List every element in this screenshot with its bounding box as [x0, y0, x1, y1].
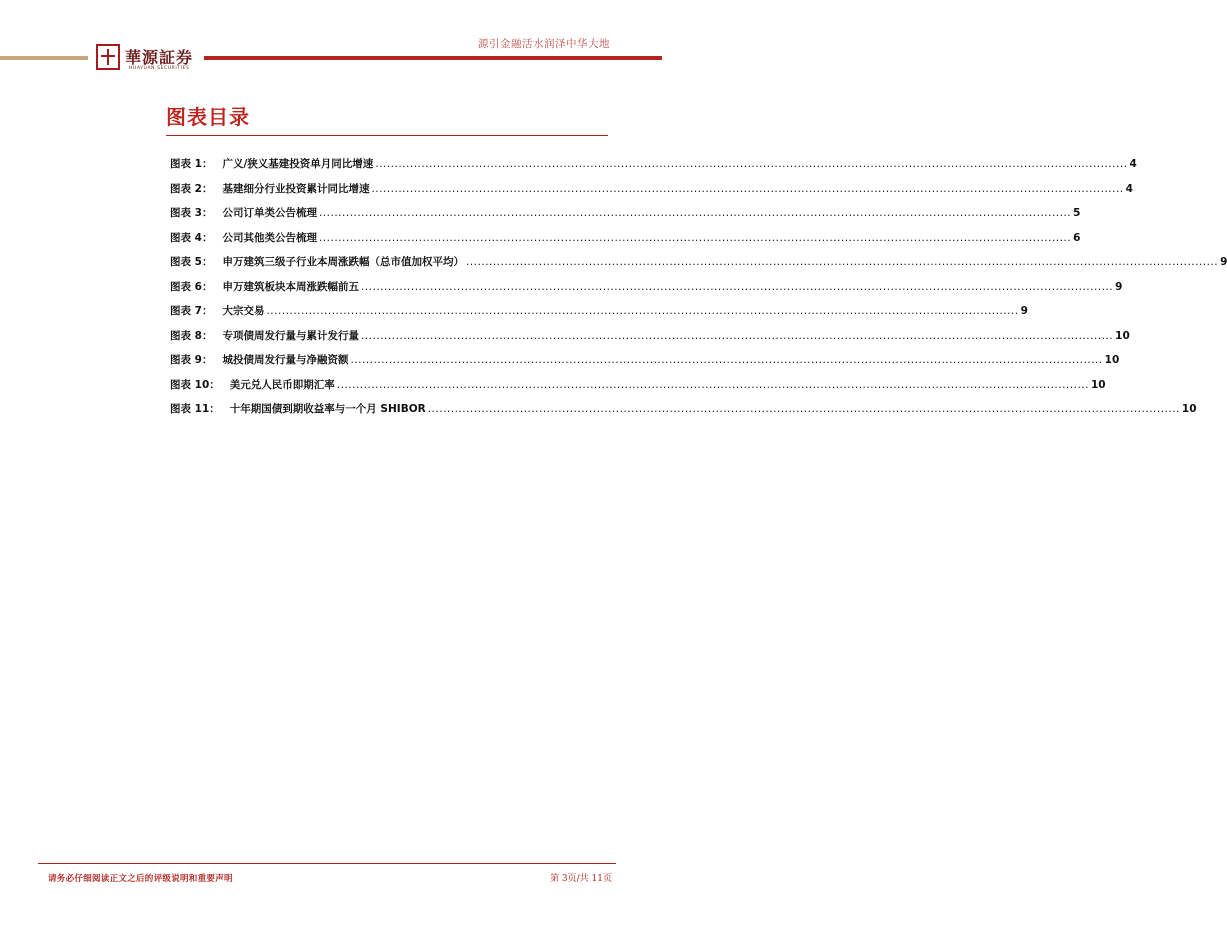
header-gold-band — [0, 56, 88, 60]
toc-dot-leader — [428, 403, 1180, 415]
toc-item-page: 10 — [1181, 403, 1197, 415]
toc-dot-leader — [266, 305, 1018, 317]
toc-item[interactable] — [170, 254, 1227, 279]
toc-item[interactable] — [170, 279, 1123, 304]
toc-dot-leader — [361, 330, 1113, 342]
toc-item-label: 图表 1： — [170, 158, 213, 170]
toc-item-label: 图表 3： — [170, 207, 213, 219]
logo-seal-icon — [96, 44, 120, 70]
header-red-band — [204, 56, 662, 60]
toc-dot-leader — [319, 207, 1071, 219]
toc-item-label: 图表 6： — [170, 280, 213, 293]
toc-item-caption: 城投债周发行量与净融资额 — [222, 354, 349, 366]
toc-item[interactable] — [170, 230, 1081, 255]
toc-item-label: 图表 2： — [170, 182, 213, 195]
header-slogan: 源引金融活水润泽中华大地 — [478, 38, 610, 50]
toc-item[interactable] — [170, 303, 1028, 328]
toc-item-caption: 大宗交易 — [222, 305, 265, 317]
toc-dot-leader — [466, 256, 1218, 268]
toc-dot-leader — [350, 354, 1102, 366]
toc-item[interactable] — [170, 328, 1130, 353]
toc-dot-leader — [371, 183, 1123, 195]
toc-item-page: 9 — [1220, 256, 1227, 268]
toc-item-label: 图表 7： — [170, 305, 213, 317]
toc-item-page: 6 — [1073, 231, 1081, 244]
toc-dot-leader — [361, 281, 1113, 293]
footer-page-number: 第 3页/共 11页 — [550, 874, 612, 884]
toc-dot-leader — [337, 379, 1089, 391]
footer-rule — [38, 863, 616, 864]
toc-item[interactable] — [170, 205, 1081, 230]
toc-item-label: 图表 8： — [170, 329, 213, 342]
toc-item-page: 10 — [1115, 329, 1130, 342]
toc-item[interactable] — [170, 352, 1120, 377]
toc-item-page: 10 — [1090, 378, 1106, 391]
toc-item-page: 9 — [1020, 305, 1028, 317]
footer-disclaimer: 请务必仔细阅读正文之后的评级说明和重要声明 — [48, 874, 233, 884]
toc-item-caption: 公司其他类公告梳理 — [222, 231, 317, 244]
toc-item-caption: 美元兑人民币即期汇率 — [229, 378, 335, 391]
toc-item-caption: 申万建筑三级子行业本周涨跌幅（总市值加权平均） — [222, 256, 464, 268]
toc-item-label: 图表 11： — [170, 403, 220, 415]
toc-item-label: 图表 9： — [170, 354, 213, 366]
toc-dot-leader — [319, 232, 1071, 244]
toc-item-page: 9 — [1115, 280, 1123, 293]
logo-name: 華源証券 — [125, 48, 194, 67]
toc-item-caption: 基建细分行业投资累计同比增速 — [222, 182, 370, 195]
toc-item-page: 4 — [1129, 158, 1137, 170]
toc-title-rule — [166, 135, 608, 136]
toc-item-caption: 广义/狭义基建投资单月同比增速 — [222, 158, 374, 170]
toc-list — [170, 156, 1227, 426]
toc-dot-leader — [375, 158, 1127, 170]
toc-item[interactable] — [170, 181, 1133, 206]
toc-item[interactable] — [170, 377, 1106, 402]
toc-item[interactable] — [170, 401, 1197, 426]
toc-item-caption: 专项债周发行量与累计发行量 — [222, 329, 359, 342]
toc-item-label: 图表 5： — [170, 256, 213, 268]
toc-item[interactable] — [170, 156, 1137, 181]
toc-item-page: 10 — [1104, 354, 1120, 366]
toc-item-label: 图表 10： — [170, 378, 220, 391]
logo-english-name: HUAYUAN SECURITIES — [129, 66, 190, 71]
company-logo — [96, 44, 204, 74]
toc-title: 图表目录 — [166, 105, 250, 129]
toc-item-caption: 公司订单类公告梳理 — [222, 207, 317, 219]
toc-item-caption: 申万建筑板块本周涨跌幅前五 — [222, 280, 359, 293]
toc-item-page: 4 — [1125, 182, 1133, 195]
toc-item-caption: 十年期国债到期收益率与一个月 SHIBOR — [229, 403, 426, 415]
toc-item-page: 5 — [1073, 207, 1081, 219]
toc-item-label: 图表 4： — [170, 231, 213, 244]
